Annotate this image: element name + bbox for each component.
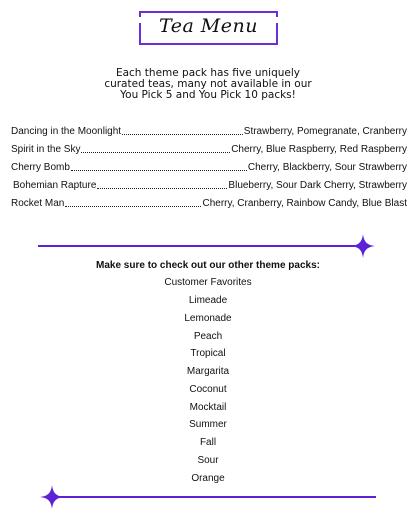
dot-leader <box>122 133 243 135</box>
dot-leader <box>71 169 247 171</box>
pack-name: Cherry Bomb <box>11 162 70 173</box>
other-pack-item: Summer <box>189 419 227 430</box>
intro-line-1: Each theme pack has five uniquely <box>115 67 301 79</box>
sparkle-icon <box>351 234 375 258</box>
pack-flavors: Cherry, Cranberry, Rainbow Candy, Blue Blast <box>202 198 407 209</box>
other-pack-item: Sour <box>197 455 219 466</box>
pack-row <box>11 159 407 173</box>
other-pack-item: Orange <box>191 473 225 484</box>
pack-row <box>11 123 407 137</box>
pack-row <box>13 177 407 191</box>
other-pack-item: Mocktail <box>189 402 227 413</box>
other-pack-item: Lemonade <box>184 313 232 324</box>
other-pack-item: Margarita <box>186 366 230 377</box>
other-packs-heading: Make sure to check out our other theme packs: <box>96 260 320 271</box>
divider-line-bottom <box>54 496 376 498</box>
pack-flavors: Blueberry, Sour Dark Cherry, Strawberry <box>228 180 407 191</box>
pack-row <box>11 195 407 209</box>
title-frame <box>139 11 278 45</box>
pack-flavors: Strawberry, Pomegranate, Cranberry <box>243 126 407 137</box>
other-pack-item: Coconut <box>189 384 227 395</box>
pack-name: Spirit in the Sky <box>11 144 81 155</box>
pack-name: Dancing in the Moonlight <box>11 126 122 137</box>
pack-name: Bohemian Rapture <box>13 180 97 191</box>
page-title: Tea Menu <box>159 15 258 37</box>
other-pack-item: Limeade <box>188 295 228 306</box>
dot-leader <box>97 187 227 189</box>
other-pack-item: Fall <box>199 437 217 448</box>
other-pack-item: Customer Favorites <box>164 277 252 288</box>
other-pack-item: Peach <box>193 331 223 342</box>
intro-line-2: curated teas, many not available in our <box>104 78 312 90</box>
dot-leader <box>81 151 230 153</box>
pack-flavors: Cherry, Blackberry, Sour Strawberry <box>247 162 407 173</box>
other-pack-item: Tropical <box>190 348 226 359</box>
intro-line-3: You Pick 5 and You Pick 10 packs! <box>120 89 296 101</box>
pack-flavors: Cherry, Blue Raspberry, Red Raspberry <box>231 144 407 155</box>
pack-name: Rocket Man <box>11 198 65 209</box>
dot-leader <box>65 205 201 207</box>
divider-line-top <box>38 245 362 247</box>
pack-row <box>11 141 407 155</box>
